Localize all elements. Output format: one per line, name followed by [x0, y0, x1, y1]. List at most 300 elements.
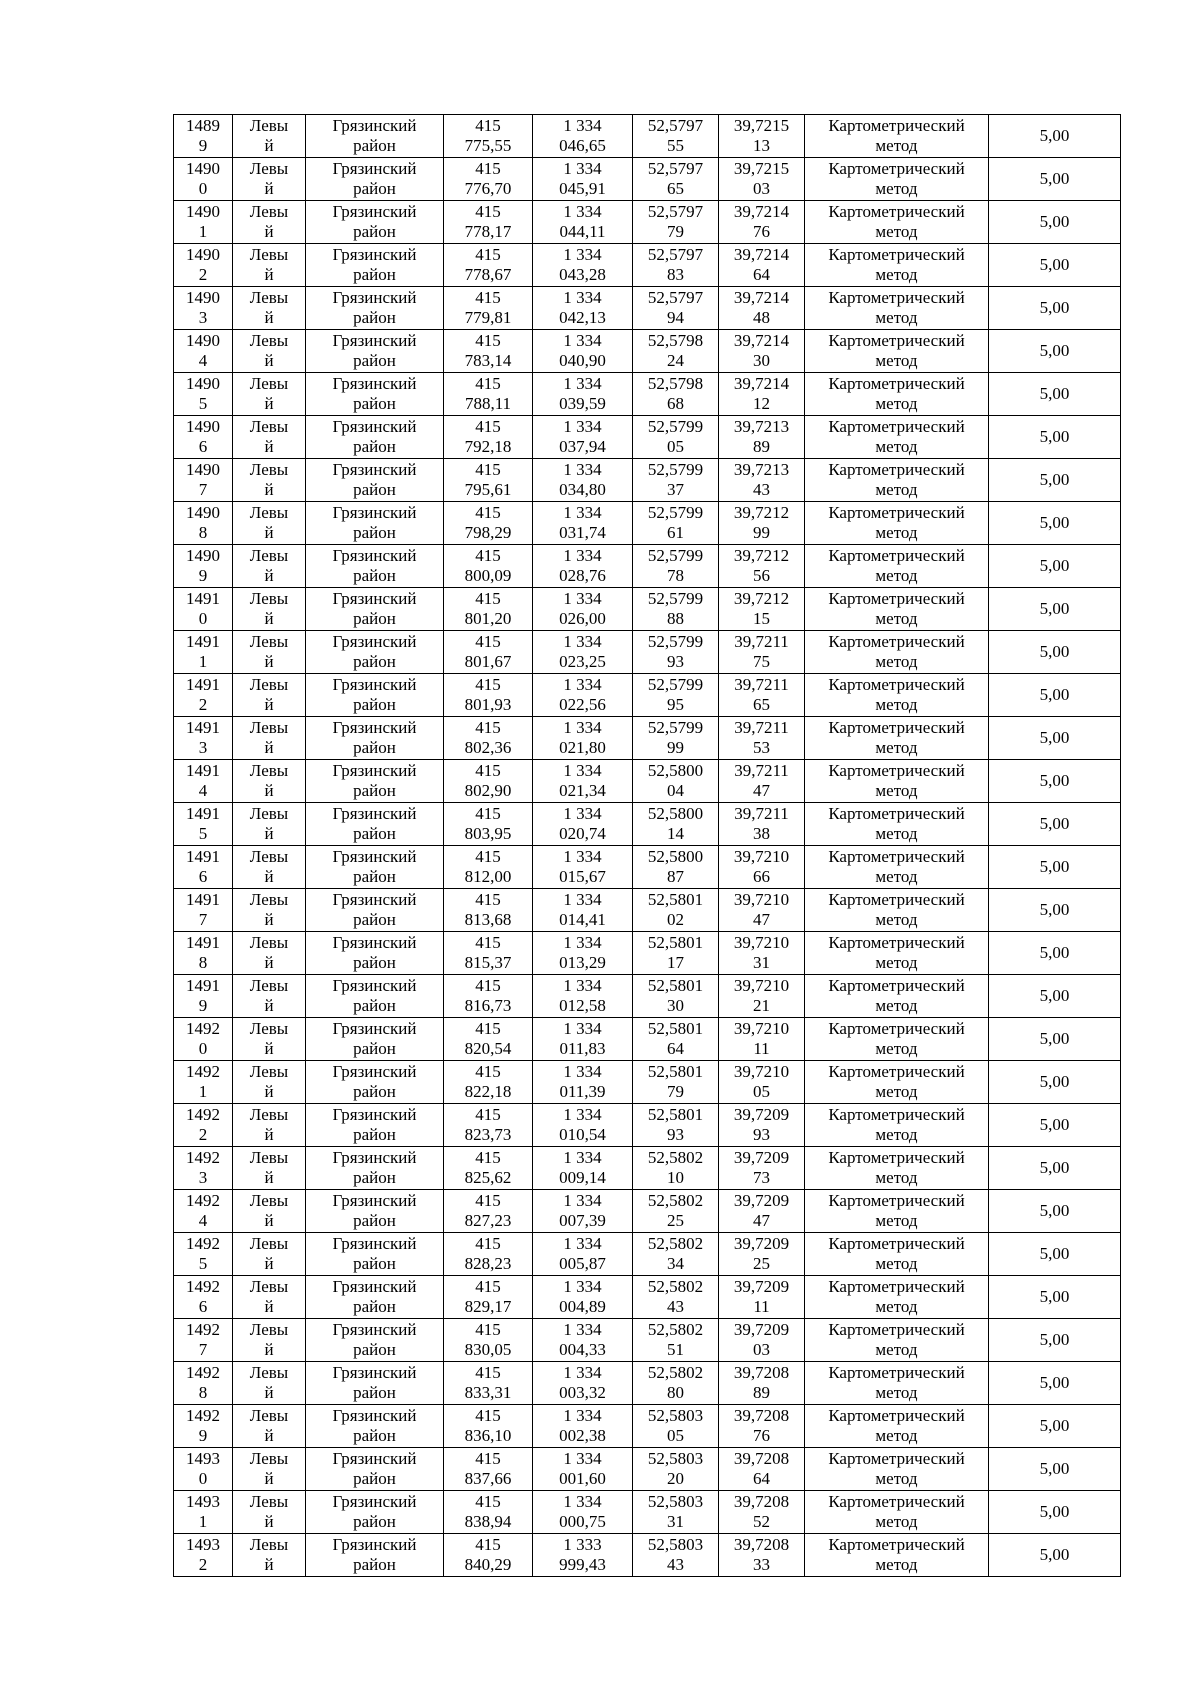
- side-cell: [233, 416, 306, 459]
- latitude-cell-line: 78: [667, 566, 684, 585]
- accuracy-cell: 5,00: [989, 674, 1121, 717]
- district-cell-line: Грязинский: [332, 1363, 417, 1382]
- method-cell-line: Картометрический: [828, 460, 965, 479]
- latitude-cell: [633, 717, 719, 760]
- method-cell: [805, 502, 989, 545]
- point-number-cell: [174, 1104, 233, 1147]
- x-coordinate-cell: [444, 1319, 533, 1362]
- y-coordinate-cell: [533, 545, 633, 588]
- latitude-cell-line: 52,5799: [647, 589, 704, 608]
- method-cell-line: метод: [875, 1512, 918, 1531]
- method-cell-line: Картометрический: [828, 245, 965, 264]
- method-cell-line: Картометрический: [828, 202, 965, 221]
- point-number-cell-line: 1492: [186, 1320, 220, 1339]
- longitude-cell-line: 39,7209: [733, 1105, 790, 1124]
- latitude-cell-line: 04: [667, 781, 684, 800]
- latitude-cell-line: 52,5801: [647, 1062, 704, 1081]
- method-cell-line: Картометрический: [828, 589, 965, 608]
- side-cell-line: й: [264, 437, 274, 456]
- side-cell: [233, 674, 306, 717]
- method-cell-line: метод: [875, 437, 918, 456]
- y-coordinate-cell: [533, 803, 633, 846]
- method-cell-line: метод: [875, 1039, 918, 1058]
- longitude-cell-line: 39,7215: [733, 116, 790, 135]
- y-coordinate-cell-line: 046,65: [559, 136, 606, 155]
- latitude-cell-line: 80: [667, 1383, 684, 1402]
- side-cell-line: Левы: [249, 460, 289, 479]
- longitude-cell-line: 52: [753, 1512, 770, 1531]
- y-coordinate-cell: [533, 1276, 633, 1319]
- x-coordinate-cell-line: 830,05: [464, 1340, 512, 1359]
- side-cell-line: Левы: [249, 116, 289, 135]
- point-number-cell-line: 4: [198, 351, 208, 370]
- accuracy-cell: 5,00: [989, 1147, 1121, 1190]
- side-cell-line: й: [264, 738, 274, 757]
- x-coordinate-cell-line: 776,70: [464, 179, 512, 198]
- latitude-cell-line: 52,5802: [647, 1191, 704, 1210]
- x-coordinate-cell-line: 415: [475, 1535, 501, 1554]
- table-row: [174, 1362, 1121, 1405]
- longitude-cell-line: 39,7208: [733, 1406, 790, 1425]
- district-cell-line: Грязинский: [332, 159, 417, 178]
- accuracy-cell: 5,00: [989, 760, 1121, 803]
- point-number-cell: [174, 201, 233, 244]
- longitude-cell: [719, 201, 805, 244]
- point-number-cell-line: 1490: [186, 503, 220, 522]
- side-cell: [233, 1276, 306, 1319]
- district-cell-line: Грязинский: [332, 1148, 417, 1167]
- side-cell-line: й: [264, 824, 274, 843]
- y-coordinate-cell-line: 1 334: [563, 417, 602, 436]
- latitude-cell-line: 52,5801: [647, 890, 704, 909]
- side-cell-line: Левы: [249, 503, 289, 522]
- point-number-cell: [174, 588, 233, 631]
- method-cell-line: Картометрический: [828, 1406, 965, 1425]
- latitude-cell: [633, 1061, 719, 1104]
- longitude-cell: [719, 1147, 805, 1190]
- longitude-cell: [719, 1534, 805, 1577]
- longitude-cell-line: 47: [753, 781, 770, 800]
- longitude-cell-line: 39,7214: [733, 202, 790, 221]
- method-cell-line: метод: [875, 1297, 918, 1316]
- method-cell: [805, 717, 989, 760]
- longitude-cell: [719, 502, 805, 545]
- side-cell-line: Левы: [249, 1449, 289, 1468]
- district-cell: [306, 502, 444, 545]
- method-cell-line: метод: [875, 738, 918, 757]
- point-number-cell: [174, 1190, 233, 1233]
- method-cell-line: метод: [875, 1125, 918, 1144]
- y-coordinate-cell: [533, 115, 633, 158]
- district-cell-line: Грязинский: [332, 890, 417, 909]
- district-cell: [306, 373, 444, 416]
- longitude-cell-line: 39,7210: [733, 933, 790, 952]
- longitude-cell-line: 39,7211: [734, 804, 789, 823]
- method-cell: [805, 1405, 989, 1448]
- latitude-cell-line: 83: [667, 265, 684, 284]
- longitude-cell-line: 11: [753, 1039, 770, 1058]
- y-coordinate-cell-line: 1 333: [563, 1535, 602, 1554]
- latitude-cell: [633, 631, 719, 674]
- longitude-cell-line: 12: [753, 394, 770, 413]
- side-cell: [233, 1319, 306, 1362]
- side-cell: [233, 330, 306, 373]
- longitude-cell: [719, 846, 805, 889]
- y-coordinate-cell-line: 1 334: [563, 1105, 602, 1124]
- method-cell-line: метод: [875, 953, 918, 972]
- y-coordinate-cell-line: 037,94: [559, 437, 606, 456]
- method-cell: [805, 674, 989, 717]
- latitude-cell-line: 05: [667, 1426, 684, 1445]
- longitude-cell: [719, 674, 805, 717]
- x-coordinate-cell-line: 816,73: [464, 996, 512, 1015]
- district-cell-line: Грязинский: [332, 1320, 417, 1339]
- side-cell-line: Левы: [249, 202, 289, 221]
- x-coordinate-cell: [444, 158, 533, 201]
- x-coordinate-cell-line: 803,95: [464, 824, 512, 843]
- district-cell-line: Грязинский: [332, 1449, 417, 1468]
- method-cell-line: Картометрический: [828, 1535, 965, 1554]
- accuracy-cell: 5,00: [989, 1362, 1121, 1405]
- side-cell: [233, 932, 306, 975]
- side-cell: [233, 803, 306, 846]
- table-row: [174, 1147, 1121, 1190]
- x-coordinate-cell-line: 415: [475, 632, 501, 651]
- latitude-cell-line: 52,5799: [647, 546, 704, 565]
- accuracy-cell: 5,00: [989, 588, 1121, 631]
- side-cell-line: й: [264, 179, 274, 198]
- method-cell-line: метод: [875, 265, 918, 284]
- latitude-cell-line: 88: [667, 609, 684, 628]
- latitude-cell: [633, 674, 719, 717]
- point-number-cell: [174, 1233, 233, 1276]
- latitude-cell: [633, 502, 719, 545]
- y-coordinate-cell-line: 022,56: [559, 695, 606, 714]
- y-coordinate-cell-line: 1 334: [563, 202, 602, 221]
- district-cell: [306, 1233, 444, 1276]
- y-coordinate-cell: [533, 158, 633, 201]
- x-coordinate-cell-line: 801,67: [464, 652, 512, 671]
- x-coordinate-cell: [444, 502, 533, 545]
- table-row: [174, 1018, 1121, 1061]
- district-cell: [306, 588, 444, 631]
- point-number-cell-line: 1492: [186, 1019, 220, 1038]
- district-cell-line: Грязинский: [332, 1406, 417, 1425]
- district-cell-line: Грязинский: [332, 460, 417, 479]
- district-cell-line: район: [353, 996, 396, 1015]
- side-cell-line: Левы: [249, 933, 289, 952]
- longitude-cell: [719, 803, 805, 846]
- longitude-cell-line: 39,7213: [733, 417, 790, 436]
- method-cell-line: метод: [875, 480, 918, 499]
- district-cell-line: район: [353, 437, 396, 456]
- latitude-cell-line: 17: [667, 953, 684, 972]
- longitude-cell: [719, 588, 805, 631]
- method-cell: [805, 373, 989, 416]
- longitude-cell: [719, 1276, 805, 1319]
- side-cell-line: й: [264, 1254, 274, 1273]
- side-cell: [233, 588, 306, 631]
- method-cell-line: метод: [875, 1555, 918, 1574]
- accuracy-cell: 5,00: [989, 1233, 1121, 1276]
- longitude-cell-line: 53: [753, 738, 770, 757]
- point-number-cell-line: 1492: [186, 1277, 220, 1296]
- point-number-cell: [174, 889, 233, 932]
- district-cell: [306, 1276, 444, 1319]
- method-cell-line: Картометрический: [828, 1492, 965, 1511]
- latitude-cell: [633, 287, 719, 330]
- y-coordinate-cell-line: 001,60: [559, 1469, 606, 1488]
- accuracy-cell: 5,00: [989, 889, 1121, 932]
- side-cell-line: й: [264, 781, 274, 800]
- side-cell-line: й: [264, 910, 274, 929]
- longitude-cell-line: 39,7209: [733, 1148, 790, 1167]
- point-number-cell-line: 1490: [186, 202, 220, 221]
- longitude-cell-line: 64: [753, 1469, 770, 1488]
- longitude-cell: [719, 244, 805, 287]
- latitude-cell-line: 94: [667, 308, 684, 327]
- latitude-cell-line: 43: [667, 1555, 684, 1574]
- side-cell-line: Левы: [249, 245, 289, 264]
- latitude-cell: [633, 373, 719, 416]
- y-coordinate-cell-line: 1 334: [563, 288, 602, 307]
- table-row: [174, 1233, 1121, 1276]
- side-cell-line: й: [264, 1340, 274, 1359]
- district-cell-line: Грязинский: [332, 804, 417, 823]
- point-number-cell-line: 1490: [186, 417, 220, 436]
- side-cell-line: й: [264, 1555, 274, 1574]
- y-coordinate-cell-line: 021,34: [559, 781, 606, 800]
- district-cell-line: район: [353, 1469, 396, 1488]
- latitude-cell-line: 31: [667, 1512, 684, 1531]
- district-cell-line: район: [353, 1039, 396, 1058]
- district-cell-line: Грязинский: [332, 331, 417, 350]
- latitude-cell-line: 93: [667, 652, 684, 671]
- table-row: [174, 1448, 1121, 1491]
- y-coordinate-cell-line: 034,80: [559, 480, 606, 499]
- x-coordinate-cell-line: 837,66: [464, 1469, 512, 1488]
- longitude-cell-line: 64: [753, 265, 770, 284]
- latitude-cell-line: 52,5799: [647, 503, 704, 522]
- accuracy-cell: 5,00: [989, 1276, 1121, 1319]
- method-cell-line: Картометрический: [828, 374, 965, 393]
- point-number-cell-line: 7: [198, 480, 208, 499]
- longitude-cell-line: 76: [753, 222, 770, 241]
- point-number-cell-line: 0: [198, 179, 208, 198]
- latitude-cell: [633, 1190, 719, 1233]
- x-coordinate-cell-line: 415: [475, 331, 501, 350]
- district-cell: [306, 1362, 444, 1405]
- x-coordinate-cell-line: 415: [475, 1449, 501, 1468]
- point-number-cell-line: 9: [198, 1426, 208, 1445]
- side-cell-line: Левы: [249, 546, 289, 565]
- x-coordinate-cell-line: 829,17: [464, 1297, 512, 1316]
- district-cell-line: район: [353, 867, 396, 886]
- longitude-cell: [719, 631, 805, 674]
- point-number-cell: [174, 115, 233, 158]
- x-coordinate-cell-line: 415: [475, 1320, 501, 1339]
- longitude-cell-line: 56: [753, 566, 770, 585]
- point-number-cell: [174, 416, 233, 459]
- method-cell-line: Картометрический: [828, 1191, 965, 1210]
- longitude-cell-line: 99: [753, 523, 770, 542]
- longitude-cell-line: 30: [753, 351, 770, 370]
- district-cell-line: район: [353, 308, 396, 327]
- side-cell-line: й: [264, 480, 274, 499]
- point-number-cell: [174, 330, 233, 373]
- x-coordinate-cell: [444, 932, 533, 975]
- y-coordinate-cell: [533, 846, 633, 889]
- side-cell: [233, 1491, 306, 1534]
- district-cell: [306, 717, 444, 760]
- side-cell-line: й: [264, 1469, 274, 1488]
- point-number-cell-line: 6: [198, 1297, 208, 1316]
- latitude-cell-line: 52,5799: [647, 460, 704, 479]
- district-cell: [306, 1061, 444, 1104]
- latitude-cell-line: 52,5797: [647, 202, 704, 221]
- x-coordinate-cell-line: 820,54: [464, 1039, 512, 1058]
- district-cell-line: район: [353, 1168, 396, 1187]
- district-cell-line: Грязинский: [332, 718, 417, 737]
- longitude-cell-line: 39,7211: [734, 632, 789, 651]
- y-coordinate-cell: [533, 416, 633, 459]
- x-coordinate-cell-line: 828,23: [464, 1254, 512, 1273]
- point-number-cell-line: 1490: [186, 460, 220, 479]
- method-cell: [805, 846, 989, 889]
- side-cell-line: й: [264, 1039, 274, 1058]
- longitude-cell-line: 39,7209: [733, 1234, 790, 1253]
- district-cell-line: Грязинский: [332, 374, 417, 393]
- side-cell-line: й: [264, 136, 274, 155]
- latitude-cell: [633, 760, 719, 803]
- y-coordinate-cell-line: 1 334: [563, 632, 602, 651]
- x-coordinate-cell: [444, 1448, 533, 1491]
- longitude-cell-line: 39,7215: [733, 159, 790, 178]
- longitude-cell: [719, 1104, 805, 1147]
- table-row: [174, 803, 1121, 846]
- latitude-cell-line: 52,5801: [647, 1105, 704, 1124]
- latitude-cell-line: 52,5803: [647, 1406, 704, 1425]
- point-number-cell: [174, 1448, 233, 1491]
- x-coordinate-cell-line: 415: [475, 245, 501, 264]
- district-cell-line: Грязинский: [332, 761, 417, 780]
- longitude-cell-line: 03: [753, 1340, 770, 1359]
- table-row: [174, 1104, 1121, 1147]
- y-coordinate-cell-line: 009,14: [559, 1168, 606, 1187]
- side-cell-line: Левы: [249, 1148, 289, 1167]
- x-coordinate-cell: [444, 1018, 533, 1061]
- district-cell-line: Грязинский: [332, 1492, 417, 1511]
- side-cell-line: й: [264, 1125, 274, 1144]
- longitude-cell-line: 65: [753, 695, 770, 714]
- point-number-cell: [174, 803, 233, 846]
- table-row: [174, 889, 1121, 932]
- district-cell-line: район: [353, 222, 396, 241]
- longitude-cell-line: 47: [753, 1211, 770, 1230]
- accuracy-cell: 5,00: [989, 1405, 1121, 1448]
- point-number-cell-line: 1492: [186, 1234, 220, 1253]
- side-cell-line: Левы: [249, 976, 289, 995]
- longitude-cell-line: 43: [753, 480, 770, 499]
- y-coordinate-cell-line: 011,83: [559, 1039, 606, 1058]
- x-coordinate-cell: [444, 1362, 533, 1405]
- side-cell-line: й: [264, 953, 274, 972]
- district-cell-line: район: [353, 523, 396, 542]
- point-number-cell-line: 3: [198, 308, 208, 327]
- longitude-cell-line: 11: [753, 1297, 770, 1316]
- point-number-cell-line: 1493: [186, 1492, 220, 1511]
- y-coordinate-cell-line: 1 334: [563, 1234, 602, 1253]
- latitude-cell: [633, 1405, 719, 1448]
- x-coordinate-cell: [444, 1276, 533, 1319]
- method-cell-line: метод: [875, 996, 918, 1015]
- method-cell-line: метод: [875, 1168, 918, 1187]
- latitude-cell-line: 55: [667, 136, 684, 155]
- x-coordinate-cell-line: 415: [475, 1019, 501, 1038]
- table-row: [174, 1319, 1121, 1362]
- method-cell: [805, 803, 989, 846]
- x-coordinate-cell-line: 801,93: [464, 695, 512, 714]
- method-cell: [805, 975, 989, 1018]
- point-number-cell: [174, 1405, 233, 1448]
- latitude-cell: [633, 1491, 719, 1534]
- x-coordinate-cell-line: 778,17: [464, 222, 512, 241]
- method-cell-line: метод: [875, 523, 918, 542]
- side-cell-line: й: [264, 1297, 274, 1316]
- y-coordinate-cell: [533, 1147, 633, 1190]
- table-row: [174, 502, 1121, 545]
- latitude-cell-line: 68: [667, 394, 684, 413]
- accuracy-cell: 5,00: [989, 201, 1121, 244]
- point-number-cell-line: 1492: [186, 1062, 220, 1081]
- y-coordinate-cell-line: 1 334: [563, 847, 602, 866]
- latitude-cell-line: 52,5802: [647, 1234, 704, 1253]
- x-coordinate-cell-line: 415: [475, 1277, 501, 1296]
- y-coordinate-cell-line: 043,28: [559, 265, 606, 284]
- district-cell: [306, 1534, 444, 1577]
- y-coordinate-cell: [533, 1233, 633, 1276]
- point-number-cell-line: 1: [198, 1082, 208, 1101]
- table-row: [174, 631, 1121, 674]
- district-cell-line: Грязинский: [332, 632, 417, 651]
- longitude-cell-line: 76: [753, 1426, 770, 1445]
- longitude-cell: [719, 158, 805, 201]
- x-coordinate-cell: [444, 717, 533, 760]
- y-coordinate-cell-line: 1 334: [563, 718, 602, 737]
- accuracy-cell: 5,00: [989, 1319, 1121, 1362]
- x-coordinate-cell-line: 415: [475, 546, 501, 565]
- x-coordinate-cell-line: 812,00: [464, 867, 512, 886]
- method-cell: [805, 1448, 989, 1491]
- method-cell-line: Картометрический: [828, 632, 965, 651]
- district-cell-line: район: [353, 480, 396, 499]
- latitude-cell-line: 79: [667, 222, 684, 241]
- point-number-cell-line: 1489: [186, 116, 220, 135]
- method-cell-line: метод: [875, 394, 918, 413]
- y-coordinate-cell: [533, 760, 633, 803]
- latitude-cell-line: 52,5803: [647, 1449, 704, 1468]
- latitude-cell-line: 52,5802: [647, 1148, 704, 1167]
- side-cell: [233, 459, 306, 502]
- y-coordinate-cell-line: 004,33: [559, 1340, 606, 1359]
- point-number-cell-line: 2: [198, 1125, 208, 1144]
- x-coordinate-cell-line: 798,29: [464, 523, 512, 542]
- method-cell-line: метод: [875, 308, 918, 327]
- y-coordinate-cell: [533, 717, 633, 760]
- x-coordinate-cell-line: 823,73: [464, 1125, 512, 1144]
- accuracy-cell: 5,00: [989, 287, 1121, 330]
- district-cell-line: район: [353, 910, 396, 929]
